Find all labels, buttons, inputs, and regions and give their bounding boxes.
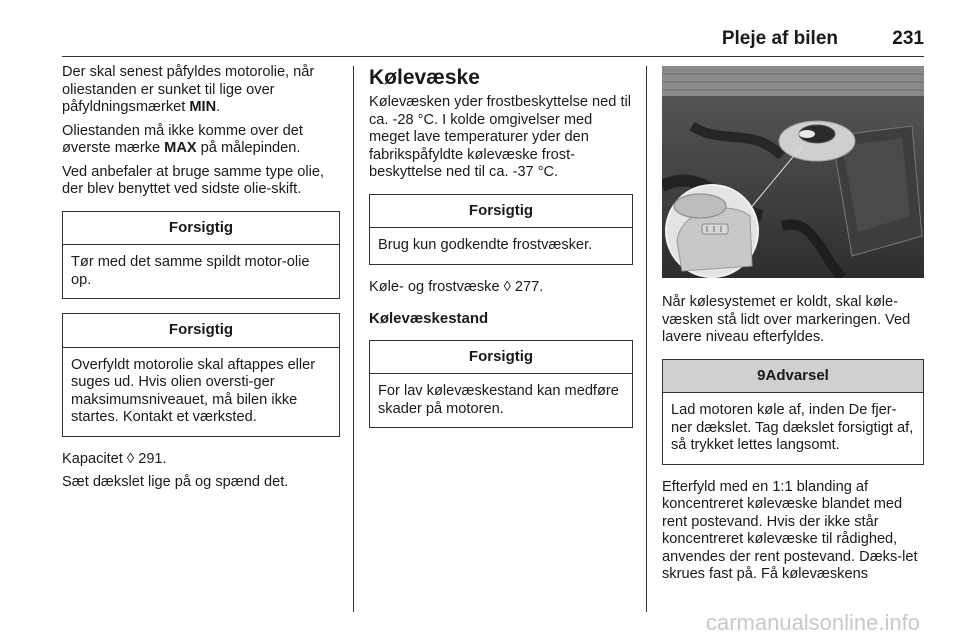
caution-box xyxy=(369,340,633,429)
caution-heading: Forsigtig xyxy=(63,212,339,246)
paragraph: Ved anbefaler at bruge samme type olie, der blev benyttet ved sidste olie-skift. xyxy=(62,163,325,197)
column-divider xyxy=(646,66,647,612)
caution-box xyxy=(62,313,340,437)
warning-icon: 9 xyxy=(757,366,766,384)
column-3 xyxy=(662,64,924,590)
paragraph: Efterfyld med en 1:1 blanding af koncentreret kølevæske blandet med rent postevand. Hvis der ikke står koncentreret kølevæske til rådighed, anvendes der rent postevand. Dæks-let skrues fast på. Få kølevæskens xyxy=(662,478,918,582)
subsection-heading: Kølevæskestand xyxy=(369,310,489,327)
coolant-reference[interactable]: Køle- og frostvæske ◊ 277. xyxy=(369,278,544,295)
caution-heading: Forsigtig xyxy=(370,341,632,375)
warning-body: Lad motoren køle af, inden De fjer-ner dækslet. Tag dækslet forsigtigt af, så trykket lettes langsomt. xyxy=(671,402,914,453)
paragraph: Kølevæsken yder frostbeskyttelse ned til ca. -28 °C. I kolde omgivelser med meget lave temperaturer yder den fabrikspåfyldte kølevæske frost-beskyttelse ned til ca. -37 °C. xyxy=(369,94,631,180)
caution-body: Tør med det samme spildt motor-olie op. xyxy=(71,254,310,288)
caution-box xyxy=(369,194,633,265)
column-divider xyxy=(353,66,354,612)
paragraph: Oliestanden må ikke komme over det øverste mærke MAX på målepinden. xyxy=(62,122,303,156)
section-heading: Kølevæske xyxy=(369,66,480,89)
caution-box xyxy=(62,211,340,300)
paragraph: Sæt dækslet lige på og spænd det. xyxy=(62,474,289,490)
watermark: carmanualsonline.info xyxy=(705,610,920,635)
page-number: 231 xyxy=(892,28,924,49)
page-ref-icon: ◊ xyxy=(503,278,511,295)
capacity-reference[interactable]: Kapacitet ◊ 291. xyxy=(62,450,167,467)
chapter-title: Pleje af bilen xyxy=(721,28,838,49)
page-header xyxy=(62,26,924,57)
warning-heading: 9Advarsel xyxy=(663,360,923,394)
caution-heading: Forsigtig xyxy=(370,195,632,229)
caution-body: Overfyldt motorolie skal aftappes eller suges ud. Hvis olien oversti-ger maksimumsniveauet, må bilen ikke startes. Kontakt et værksted. xyxy=(71,356,316,425)
caution-body: For lav kølevæskestand kan medføre skader på motoren. xyxy=(378,383,619,417)
caution-body: Brug kun godkendte frostvæsker. xyxy=(378,237,593,253)
page-ref-icon: ◊ xyxy=(126,450,135,467)
caution-heading: Forsigtig xyxy=(63,314,339,348)
engine-bay-photo xyxy=(662,66,924,278)
paragraph: Der skal senest påfyldes motorolie, når oliestanden er sunket til lige over påfyldningsmærket MIN. xyxy=(62,64,315,115)
column-2 xyxy=(369,64,633,442)
paragraph: Når kølesystemet er koldt, skal køle-væsken stå lidt over markeringen. Ved lavere niveau efterfyldes. xyxy=(662,294,911,345)
column-1 xyxy=(62,64,340,498)
coolant-reservoir-illustration xyxy=(662,66,924,278)
warning-box xyxy=(662,359,924,465)
